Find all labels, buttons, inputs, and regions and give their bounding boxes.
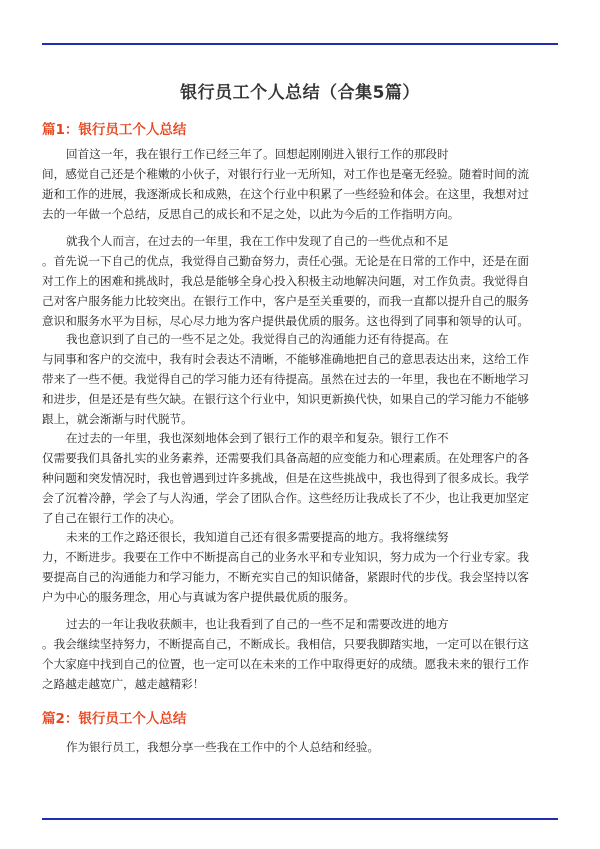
paragraph (42, 737, 558, 757)
paragraph-line: 己对客户服务能力比较突出。在银行工作中，客户是至关重要的，而我一直都以提升自己的服务 (42, 294, 529, 308)
paragraph-line: 。首先说一下自己的优点，我觉得自己勤奋努力，责任心强。无论是在日常的工作中，还是在面 (42, 254, 529, 268)
paragraph-line: 我也意识到了自己的一些不足之处。我觉得自己的沟通能力还有待提高。在 (66, 332, 449, 346)
paragraph-line: 要提高自己的沟通能力和学习能力，不断充实自己的知识储备，紧跟时代的步伐。我会坚持以客 (42, 570, 529, 584)
paragraph-line: 跟上，就会渐渐与时代脱节。 (42, 412, 193, 426)
paragraph-line: 过去的一年让我收获颇丰，也让我看到了自己的一些不足和需要改进的地方 (66, 617, 449, 631)
paragraph-line: 对工作上的困难和挑战时，我总是能够全身心投入积极主动地解决问题，对工作负责。我觉得自 (42, 274, 529, 288)
paragraph (42, 231, 558, 331)
section-heading-2: 篇2：银行员工个人总结 (42, 711, 187, 727)
paragraph-line: 回首这一年，我在银行工作已经三年了。回想起刚刚进入银行工作的那段时 (66, 147, 449, 161)
paragraph-line: 力，不断进步。我要在工作中不断提高自己的业务水平和专业知识，努力成为一个行业专家。我 (42, 550, 529, 564)
paragraph-line: 作为银行员工，我想分享一些我在工作中的个人总结和经验。 (66, 740, 380, 754)
paragraph-line: 去的一年做一个总结，反思自己的成长和不足之处，以此为今后的工作指明方向。 (42, 207, 460, 221)
paragraph-line: 逝和工作的进展，我逐渐成长和成熟，在这个行业中积累了一些经验和体会。在这里，我想对过 (42, 187, 529, 201)
paragraph-line: 会了沉着冷静，学会了与人沟通，学会了团队合作。这些经历让我成长了不少，也让我更加坚定 (42, 491, 529, 505)
document-title: 银行员工个人总结（合集5篇） (180, 83, 420, 103)
paragraph-line: 户为中心的服务理念，用心与真诚为客户提供最优质的服务。 (42, 590, 356, 604)
paragraph (42, 428, 558, 528)
paragraph-line: 间，感觉自己还是个稚嫩的小伙子，对银行行业一无所知，对工作也是毫无经验。随着时间的流 (42, 167, 529, 181)
paragraph-line: 带来了一些不便。我觉得自己的学习能力还有待提高。虽然在过去的一年里，我也在不断地学习 (42, 372, 529, 386)
top-rule (42, 43, 558, 45)
paragraph-line: 仅需要我们具备扎实的业务素养，还需要我们具备高超的应变能力和心理素质。在处理客户的各 (42, 451, 529, 465)
section-heading-1: 篇1：银行员工个人总结 (42, 122, 187, 138)
paragraph (42, 329, 558, 429)
bottom-rule (42, 818, 558, 820)
paragraph (42, 614, 558, 694)
paragraph-line: 意识和服务水平为目标，尽心尽力地为客户提供最优质的服务。这也得到了同事和领导的认可。 (42, 314, 529, 328)
paragraph-line: 和进步，但是还是有些欠缺。在银行这个行业中，知识更新换代快，如果自己的学习能力不能够 (42, 392, 529, 406)
paragraph (42, 144, 558, 224)
paragraph-line: 了自己在银行工作的决心。 (42, 511, 182, 525)
paragraph-line: 未来的工作之路还很长，我知道自己还有很多需要提高的地方。我将继续努 (66, 530, 449, 544)
paragraph-line: 之路越走越宽广，越走越精彩！ (42, 677, 205, 691)
paragraph-line: 。我会继续坚持努力，不断提高自己，不断成长。我相信，只要我脚踏实地，一定可以在银行这 (42, 637, 529, 651)
paragraph-line: 与同事和客户的交流中，我有时会表达不清晰，不能够准确地把自己的意思表达出来，这给工作 (42, 352, 529, 366)
paragraph-line: 在过去的一年里，我也深刻地体会到了银行工作的艰辛和复杂。银行工作不 (66, 431, 449, 445)
paragraph-line: 种问题和突发情况时，我也曾遇到过许多挑战，但是在这些挑战中，我也得到了很多成长。我学 (42, 471, 529, 485)
paragraph-line: 就我个人而言，在过去的一年里，我在工作中发现了自己的一些优点和不足 (66, 234, 449, 248)
paragraph (42, 527, 558, 607)
paragraph-line: 个大家庭中找到自己的位置，也一定可以在未来的工作中取得更好的成绩。愿我未来的银行工作 (42, 657, 529, 671)
